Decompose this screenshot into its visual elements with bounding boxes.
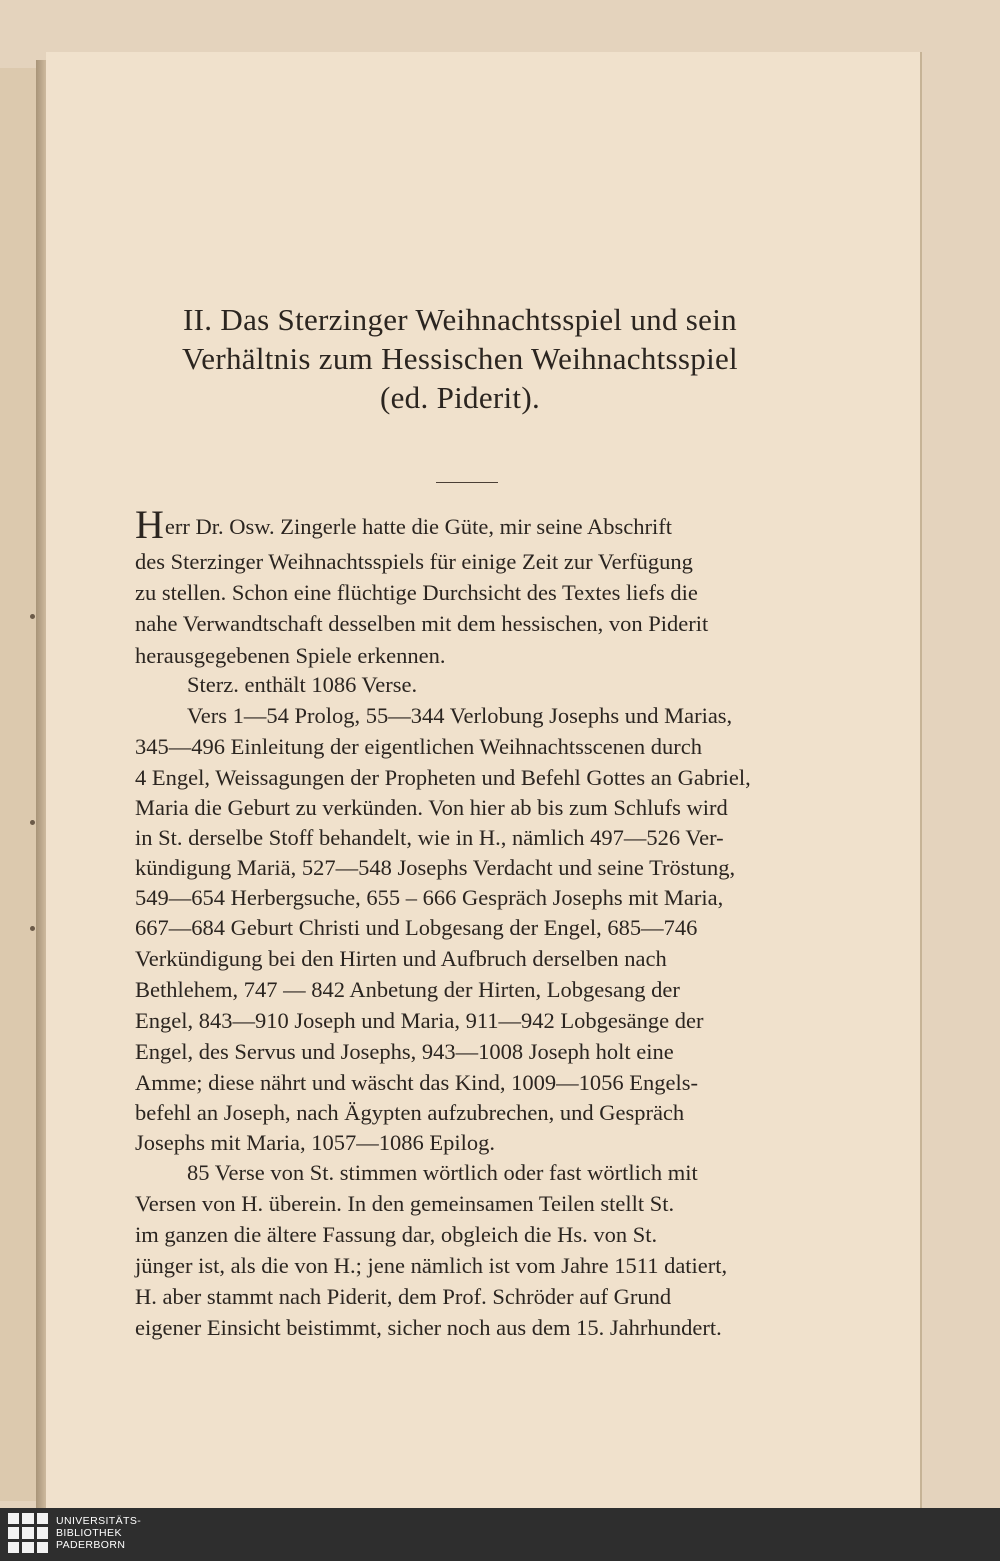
binding-stitch-mark: [30, 820, 35, 825]
text-line: Vers 1—54 Prolog, 55—344 Verlobung Josephs und Marias,: [187, 703, 733, 728]
binding-stitch-mark: [30, 926, 35, 931]
title-divider: [436, 482, 498, 483]
text-line: jünger ist, als die von H.; jene nämlich ist vom Jahre 1511 datiert,: [135, 1253, 728, 1278]
text-line: eigener Einsicht beistimmt, sicher noch aus dem 15. Jahrhundert.: [135, 1315, 722, 1340]
text-line: Amme; diese nährt und wäscht das Kind, 1009—1056 Engels-: [135, 1070, 699, 1095]
text-line: herausgegebenen Spiele erkennen.: [135, 643, 446, 668]
text-line: Maria die Geburt zu verkünden. Von hier ab bis zum Schlufs wird: [135, 795, 728, 820]
text-line: 85 Verse von St. stimmen wörtlich oder fast wörtlich mit: [187, 1160, 698, 1185]
text-line: 345—496 Einleitung der eigentlichen Weihnachtsscenen durch: [135, 734, 702, 759]
text-line: Bethlehem, 747 — 842 Anbetung der Hirten, Lobgesang der: [135, 977, 680, 1002]
library-logo-text: UNIVERSITÄTS- BIBLIOTHEK PADERBORN: [56, 1515, 142, 1551]
text-line: Versen von H. überein. In den gemeinsamen Teilen stellt St.: [135, 1191, 675, 1216]
text-line: Engel, 843—910 Joseph und Maria, 911—942 Lobgesänge der: [135, 1008, 704, 1033]
library-logo: [8, 1512, 141, 1554]
text-line: 4 Engel, Weissagungen der Propheten und Befehl Gottes an Gabriel,: [135, 765, 751, 790]
facing-page-edge: [0, 68, 38, 1501]
text-line: im ganzen die ältere Fassung dar, obgleich die Hs. von St.: [135, 1222, 658, 1247]
text-line: nahe Verwandtschaft desselben mit dem hessischen, von Piderit: [135, 611, 709, 636]
binding-stitch-mark: [30, 614, 35, 619]
chapter-title-line: II. Das Sterzinger Weihnachtsspiel und sein: [183, 302, 737, 337]
chapter-title-line: (ed. Piderit).: [379, 380, 541, 415]
drop-cap: H: [135, 502, 164, 547]
text-line: zu stellen. Schon eine flüchtige Durchsicht des Textes liefs die: [135, 580, 698, 605]
text-line: 667—684 Geburt Christi und Lobgesang der Engel, 685—746: [135, 915, 698, 940]
text-line: kündigung Mariä, 527—548 Josephs Verdacht und seine Tröstung,: [135, 855, 736, 880]
text-line: Herr Dr. Osw. Zingerle hatte die Güte, mir seine Abschrift: [135, 502, 673, 547]
text-line: in St. derselbe Stoff behandelt, wie in H., nämlich 497—526 Ver-: [135, 825, 724, 850]
text-line: Josephs mit Maria, 1057—1086 Epilog.: [135, 1130, 495, 1155]
book-gutter: [36, 60, 46, 1508]
text-line: befehl an Joseph, nach Ägypten aufzubrechen, und Gespräch: [135, 1100, 685, 1125]
library-logo-icon: [8, 1513, 48, 1553]
text-line: Engel, des Servus und Josephs, 943—1008 Joseph holt eine: [135, 1039, 674, 1064]
chapter-title-line: Verhältnis zum Hessischen Weihnachtsspiel: [182, 341, 738, 376]
text-line: 549—654 Herbergsuche, 655 – 666 Gespräch Josephs mit Maria,: [135, 885, 724, 910]
footer-bar: [0, 1508, 1000, 1561]
text-line: Sterz. enthält 1086 Verse.: [187, 672, 418, 697]
text-line: des Sterzinger Weihnachtsspiels für einige Zeit zur Verfügung: [135, 549, 693, 574]
text-line: H. aber stammt nach Piderit, dem Prof. Schröder auf Grund: [135, 1284, 672, 1309]
text-line: Verkündigung bei den Hirten und Aufbruch derselben nach: [135, 946, 667, 971]
chapter-title: [100, 300, 820, 417]
